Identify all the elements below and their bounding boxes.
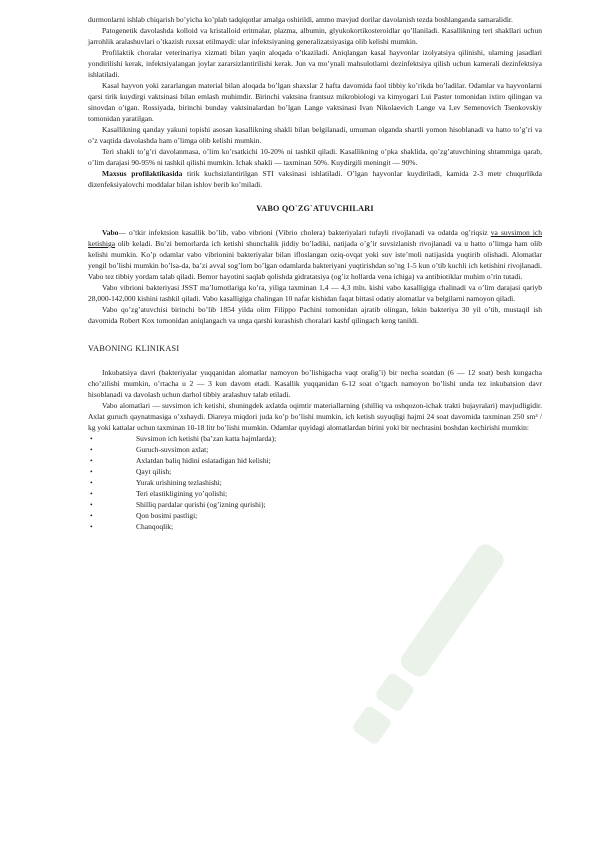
- list-item: • Shilliq pardalar qurishi (og’izning qurishi);: [90, 500, 266, 509]
- bullet-icon: •: [90, 478, 93, 487]
- cholera-def-underlined: va suvsimon ich ketishiga: [88, 228, 542, 248]
- paragraph-cholera-history: Vabo qo’zg’atuvchisi birinchi bo’lib 1854 yilda olim Filippo Pachini tomonidan ajratib olingan, lekin bakteriya 30 yil o’tib, mustaqil ish davomida Robert Kox tomonidan aniqlangach va unga qarshi kurashish choralari kashf qilingach keng tanildi.: [88, 305, 542, 325]
- list-item: • Qayt qilish;: [90, 467, 172, 476]
- bullet-icon: •: [90, 500, 93, 509]
- paragraph-cholera-definition: [88, 227, 542, 282]
- bullet-icon: •: [90, 467, 93, 476]
- bullet-icon: •: [90, 456, 93, 465]
- paragraph-vaccine: Kasal hayvon yoki zararlangan material bilan aloqada bo’lgan shaxslar 2 hafta davomida faol tibbiy ko’rikda bo’ladilar. Odamlar va hayvonlarni qarsi tirik kuydirgi vaktsinasi bilan emlash muhimdir. Birinchi vaktsina frantsuz mikrobiologi va kimyogari Lui Paster tomonidan ixtiro qilingan va sinovdan o’tgan. Rossiyada, birinchi bunday vaktsinalardan bo’lgan Lange vaktsinasi Ivan Nikolaevich Lange va Lev Semenovich Tsenkovskiy tomonidan yaratilgan.: [88, 81, 542, 123]
- bullet-icon: •: [90, 445, 93, 454]
- bullet-icon: •: [90, 522, 93, 531]
- heading-cholera-clinic: VABONING KLINIKASI: [88, 344, 180, 353]
- cholera-def-b: olib keladi. Bu’zi bemorlarda ich ketishi shunchalik jiddiy bo’ladiki, natijada o’g’ir suvsizlanish rivojlanadi va u hatto o’limga ham olib kelishi mumkin. Ko’p odamlar vabo vibrionini bakteriyalar bilan ifloslangan oziq-ovqat yoki suv iste’moli natijasida yuqtirib olishadi. Alomatlar yengil bo’lishi mumkin bo’lsa-da, ba’zi avval sog’lom bo’lgan odamlarda bakteriyani yuqtirishdan so’ng 1-5 kun o’tib kuchli ich ketishini rivojlanadi. Vabo tez tibbiy yordam talab qiladi. Bemor hayotini saqlab qolishda gidratatsiya (og’iz hollarda vena ichiga) va antibiotiklar muhim o’rin tutadi.: [88, 239, 542, 281]
- paragraph-prevention: Profilaktik choralar veterinariya xizmati bilan yaqin aloqada o’tkaziladi. Aniqlangan kasal hayvonlar izolyatsiya qilinishi, ularning jasadlari yondirilishi kerak, infektsiyalangan joylar zararsizlantirilishi kerak. Jun va mo’ynali mahsulotlarni dezinfektsiya qilish uchun kamerali dezinfektsiya ishlatiladi.: [88, 48, 542, 79]
- paragraph-special-prevention: [88, 168, 542, 190]
- bullet-icon: •: [90, 511, 93, 520]
- paragraph-pathogenetic: Patogenetik davolashda kolloid va kristalloid eritmalar, plazma, albumin, glyukokortikosteroidlar qo’llaniladi. Kasallikning teri shakllari uchun jarrohlik aralashuvlari o’tkazish ruxsat etilmaydi: ular infektsiyaning generalizatsiyasiga olib kelishi mumkin.: [88, 26, 542, 46]
- list-item: • Yurak urishining tezlashishi;: [90, 478, 222, 487]
- list-item: • Suvsimon ich ketishi (ba’zan katta hajmlarda);: [90, 434, 277, 443]
- list-item: • Qon bosimi pastligi;: [90, 511, 198, 520]
- list-item: • Teri elastikligining yo’qolishi;: [90, 489, 228, 498]
- document-page: [88, 14, 542, 532]
- symptom-list: [88, 433, 542, 532]
- special-prevention-text: tirik kuchsizlantirilgan STI vaksinasi ishlatiladi. O’lgan hayvonlar kuydiriladi, kamida 2-3 metr chuqurlikda dizenfeksiyalovchi moddalar bilan ishlov berib ko’miladi.: [88, 169, 543, 189]
- cholera-term: Vabo: [102, 228, 119, 237]
- paragraph-treatment-end: durmonlarni ishlab chiqarish bo’yicha ko’plab tadqiqotlar amalga oshirildi, ammo mavjud dorilar davolanish tezda boshlanganda samaralidir.: [88, 15, 513, 24]
- paragraph-prognosis: Kasallikning qanday yakuni topishi asosan kasallikning shakli bilan belgilanadi, umuman olganda shartli yomon hisoblanadi va hatto to’g’ri va o’z vaqtida davolashda ham o’limga olib kelishi mumkin.: [88, 125, 542, 145]
- paragraph-incubation: Inkubatsiya davri (bakteriyalar yuqqanidan alomatlar namoyon bo’lishigacha vaqt oralig’i) bir necha soatdan (6 — 12 soat) besh kungacha cho’zilishi mumkin, o’rtacha u 2 — 3 kun davom etadi. Kasallik yuqqanidan 6-12 soat o’tgach namoyon bo’lishi unda tez inkubatsion davr hisoblanadi va davolash uchun darhol tibbiy aralashuv talab etiladi.: [88, 368, 542, 399]
- paragraph-cholera-stats: Vabo vibrioni bakteriyasi JSST ma’lumotlariga ko’ra, yiliga taxminan 1,4 — 4,3 mln. kishi vabo kasalligiga chalinadi va o’lim darajasi qariyb 28,000-142,000 kishini tashkil qiladi. Vabo kasalligiga chalingan 10 nafar kishidan faqat bittasi odatiy alomatlar va belgilarni namoyon qiladi.: [88, 283, 542, 303]
- paragraph-mortality: Teri shakli to’g’ri davolanmasa, o’lim ko’rsatkichi 10-20% ni tashkil qiladi. Kasallikning o’pka shaklida, qo’zg’atuvchining shtammiga qarab, o’lim darajasi 90-95% ni tashkil qilishi mumkin. Ichak shakli — taxminan 50%. Kuydirgili meningit — 90%.: [88, 147, 542, 167]
- cholera-def-a: — o’tkir infektsion kasallik bo’lib, vabo vibrioni (Vibrio cholera) bakteriyalari tufayli rivojlanadi va odatda og’riqsiz: [118, 228, 491, 237]
- paragraph-symptoms: Vabo alomatlari — suvsimon ich ketishi, shuningdek axlatda oqimtir materiallarning (shilliq va oshqozon-ichak trakti hujayralari) mavjudligidir. Axlat guruch qaynatmasiga o’xshaydi. Diareya miqdori juda ko’p bo’lishi mumkin, ich ketish suyuqligi hajmi 24 soat davomida taxminan 250 sm³ / kg yoki kattalar uchun taxminan 10-18 litr bo’lishi mumkin. Odamlar quyidagi alomatlardan birini yoki bir nechtasini boshdan kechirishi mumkin:: [88, 401, 542, 432]
- list-item: • Axlatdan baliq hidini eslatadigan hid kelishi;: [90, 456, 271, 465]
- list-item: • Guruch-suvsimon axlat;: [90, 445, 209, 454]
- heading-cholera-agents: VABO QO`ZG`ATUVCHILARI: [256, 204, 374, 213]
- bullet-icon: •: [90, 434, 93, 443]
- special-prevention-term: Maxsus profilaktikasida: [102, 169, 183, 178]
- list-item: • Chanqoqlik;: [90, 522, 174, 531]
- bullet-icon: •: [90, 489, 93, 498]
